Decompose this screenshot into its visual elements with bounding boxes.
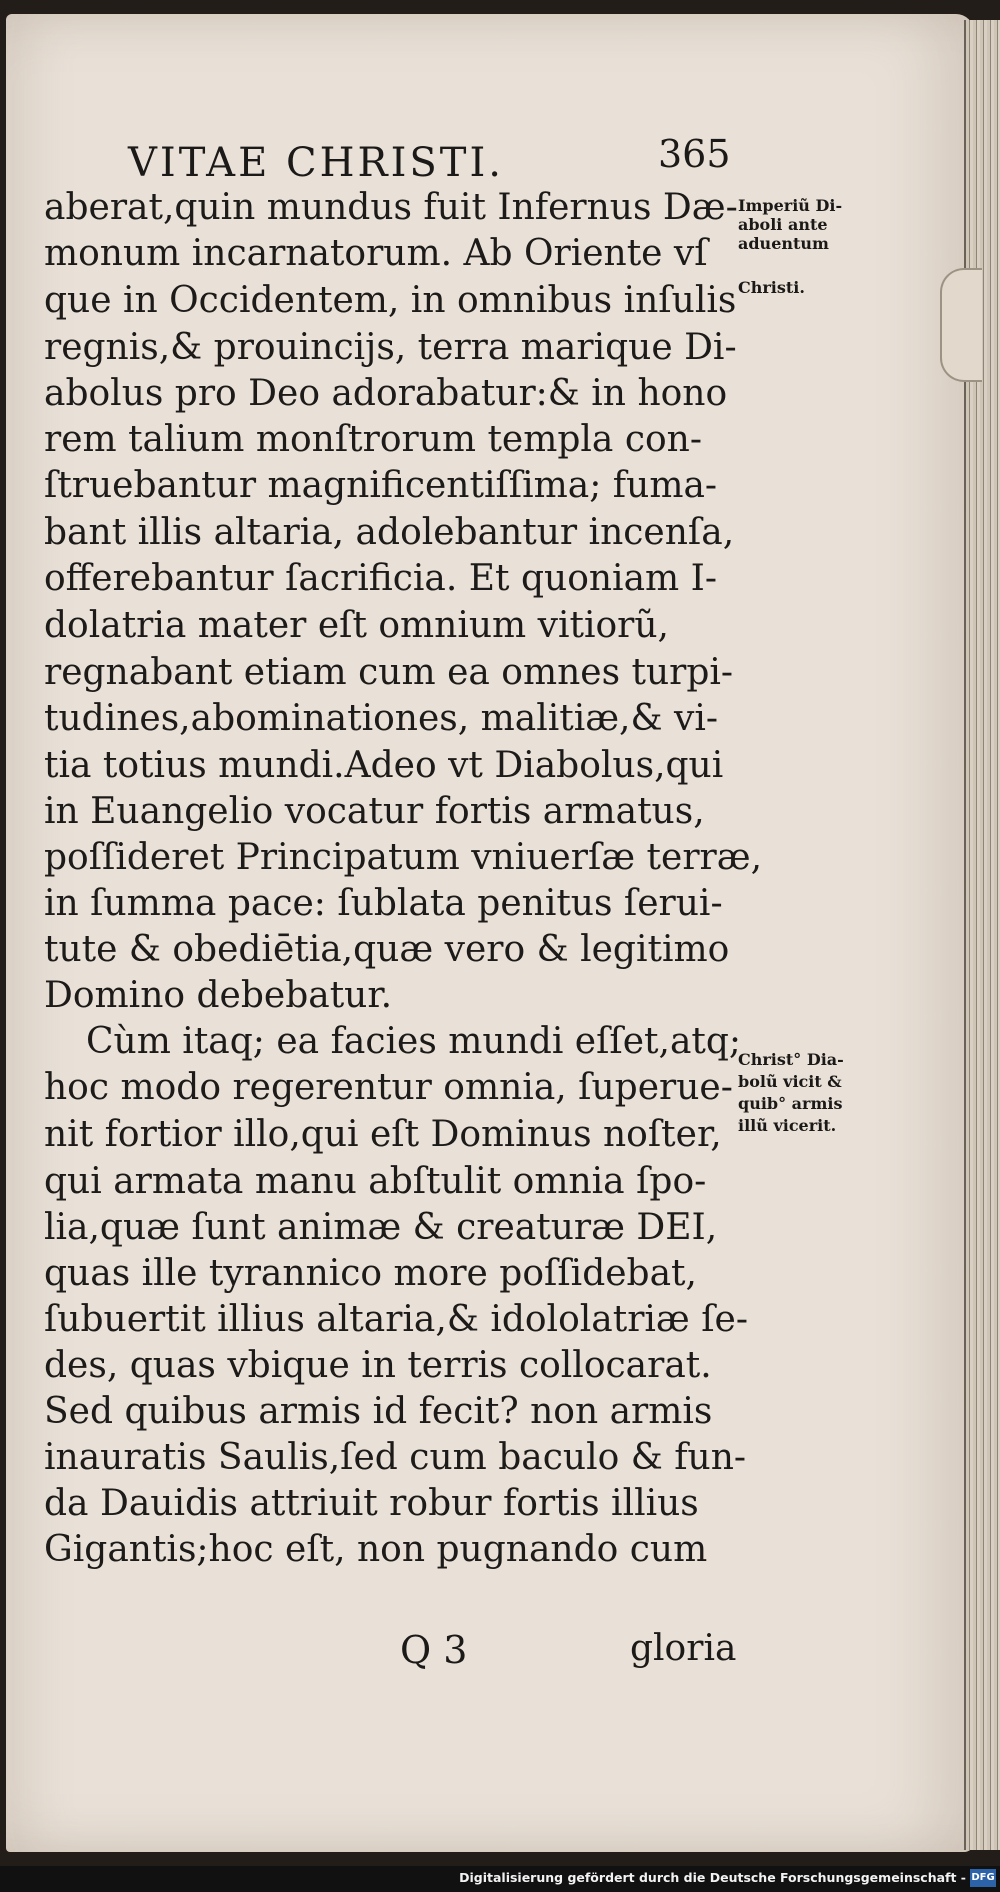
margin-note-line: Christi. xyxy=(738,278,805,297)
text-line: dolatria mater eſt omnium vitiorũ, xyxy=(44,605,669,646)
text-line: poſſideret Principatum vniuerſæ terræ, xyxy=(44,837,763,878)
text-line: offerebantur ſacrificia. Et quoniam I- xyxy=(44,558,717,599)
funding-credit: Digitalisierung gefördert durch die Deutsche Forschungsgemeinschaft - xyxy=(459,1870,966,1885)
text-line: Gigantis;hoc eſt, non pugnando cum xyxy=(44,1529,708,1570)
margin-note-line: Christ° Dia- xyxy=(738,1050,844,1069)
text-line: qui armata manu abſtulit omnia ſpo- xyxy=(44,1161,707,1202)
catchword: gloria xyxy=(630,1628,737,1669)
text-line: in ſumma pace: ſublata penitus ſerui- xyxy=(44,883,723,924)
text-line: rem talium monſtrorum templa con- xyxy=(44,419,703,460)
text-line: Sed quibus armis id fecit? non armis xyxy=(44,1391,713,1432)
margin-note-line: Imperiũ Di- xyxy=(738,196,843,215)
text-line: bant illis altaria, adolebantur incenſa, xyxy=(44,512,735,553)
text-line: quas ille tyrannico more poſſidebat, xyxy=(44,1253,697,1294)
text-line: hoc modo regerentur omnia, ſuperue- xyxy=(44,1067,733,1108)
margin-note-line: illũ vicerit. xyxy=(738,1116,837,1135)
text-line: regnis,& prouincijs, terra marique Di- xyxy=(44,327,737,368)
text-line: da Dauidis attriuit robur fortis illius xyxy=(44,1483,699,1524)
running-title: VITAE CHRISTI. xyxy=(128,140,504,186)
page-number: 365 xyxy=(658,132,731,176)
text-line: tudines,abominationes, malitiæ,& vi- xyxy=(44,698,718,739)
text-line: tia totius mundi.Adeo vt Diabolus,qui xyxy=(44,745,724,786)
text-line: in Euangelio vocatur fortis armatus, xyxy=(44,791,705,832)
text-line: Domino debebatur. xyxy=(44,975,393,1016)
digitization-footer xyxy=(0,1866,1000,1892)
text-line: Cùm itaq; ea facies mundi eſſet,atq; xyxy=(86,1021,742,1062)
text-line: abolus pro Deo adorabatur:& in hono xyxy=(44,373,728,414)
page-clasp xyxy=(940,268,982,382)
margin-note-line: bolũ vicit & xyxy=(738,1072,842,1091)
text-line: monum incarnatorum. Ab Oriente vſ xyxy=(44,233,708,274)
signature-mark: Q 3 xyxy=(400,1628,468,1672)
margin-note-line: aboli ante xyxy=(738,215,828,234)
dfg-logo: DFG xyxy=(970,1869,996,1887)
text-line: regnabant etiam cum ea omnes turpi- xyxy=(44,652,734,693)
margin-note-line: quib° armis xyxy=(738,1094,843,1113)
text-line: nit fortior illo,qui eſt Dominus noſter, xyxy=(44,1114,722,1155)
text-line: des, quas vbique in terris collocarat. xyxy=(44,1345,712,1386)
text-line: lia,quæ ſunt animæ & creaturæ DEI, xyxy=(44,1207,718,1248)
text-line: ſubuertit illius altaria,& idololatriæ ſe- xyxy=(44,1299,748,1340)
text-line: inauratis Saulis,ſed cum baculo & fun- xyxy=(44,1437,747,1478)
margin-note-line: aduentum xyxy=(738,234,829,253)
book-page xyxy=(6,14,974,1852)
text-line: aberat,quin mundus fuit Infernus Dæ- xyxy=(44,187,738,228)
text-line: que in Occidentem, in omnibus inſulis xyxy=(44,280,737,321)
text-line: tute & obediētia,quæ vero & legitimo xyxy=(44,929,730,970)
text-line: ſtruebantur magnificentiſſima; fuma- xyxy=(44,465,718,506)
